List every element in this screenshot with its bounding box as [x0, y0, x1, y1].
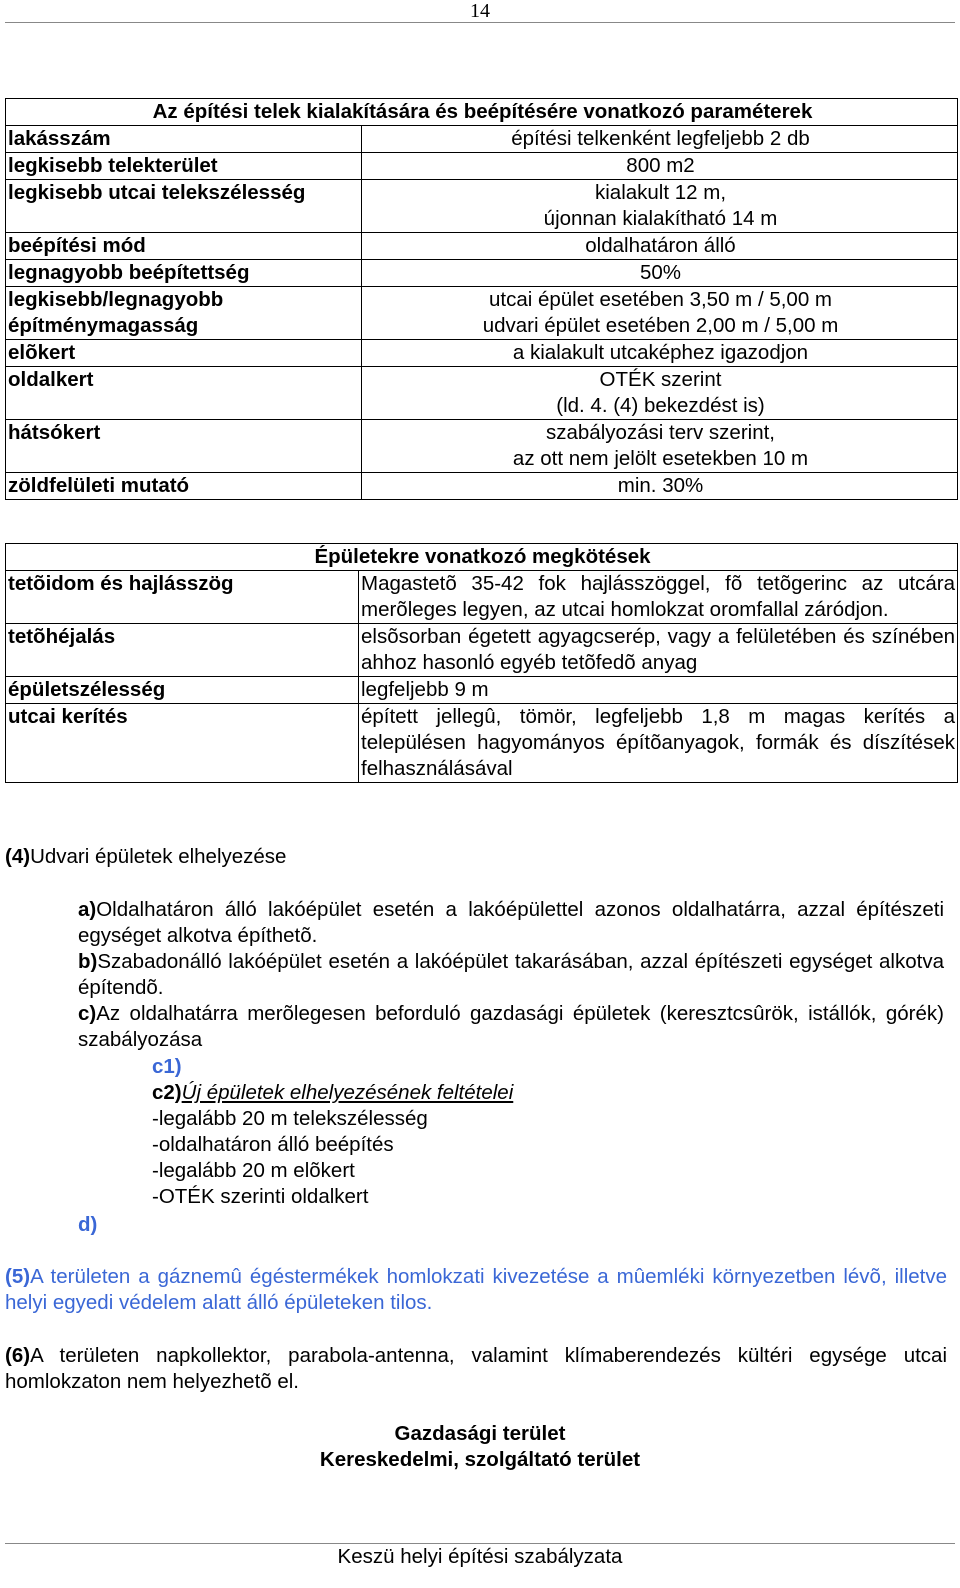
row-value-line: szabályozási terv szerint, — [545, 421, 775, 444]
table-row — [6, 260, 958, 287]
page-number: 14 — [470, 0, 490, 22]
table-row — [6, 367, 958, 420]
item-mark: c2) — [152, 1081, 182, 1104]
row-value: Magastetõ 35-42 fok hajlásszöggel, fõ tetõgerinc az utcára merõleges legyen, az utcai homlokzat oromfallal záródjon. — [359, 571, 958, 624]
section-number: (4) — [5, 845, 31, 868]
row-label-line: építménymagasság — [8, 314, 199, 337]
row-label: tetõidom és hajlásszög — [6, 571, 359, 624]
condition-item: -oldalhatáron álló beépítés — [152, 1133, 394, 1156]
row-label: legkisebb telekterület — [6, 153, 362, 180]
row-value: építési telkenként legfeljebb 2 db — [362, 126, 958, 153]
row-label: elõkert — [6, 340, 362, 367]
item-c1: c1) — [152, 1055, 182, 1078]
item-d: d) — [78, 1213, 98, 1236]
condition-item: -legalább 20 m elõkert — [152, 1159, 355, 1182]
item-mark: c) — [78, 1002, 97, 1025]
section-5 — [5, 1264, 947, 1316]
row-label: utcai kerítés — [6, 704, 359, 783]
row-label: legnagyobb beépítettség — [6, 260, 362, 287]
row-label: tetõhéjalás — [6, 624, 359, 677]
table-row — [6, 180, 958, 233]
paragraph-a — [78, 897, 944, 949]
row-value — [362, 367, 958, 420]
row-label: oldalkert — [6, 367, 362, 420]
parameters-table — [5, 98, 958, 500]
row-value: 50% — [362, 260, 958, 287]
row-label: lakásszám — [6, 126, 362, 153]
row-value: elsõsorban égetett agyagcserép, vagy a felületében és színében ahhoz hasonló egyéb tetõfedõ anyag — [359, 624, 958, 677]
item-text: Szabadonálló lakóépület esetén a lakóépület takarásában, azzal építészeti egységet alkotva építendõ. — [78, 950, 944, 999]
condition-item: -OTÉK szerinti oldalkert — [152, 1185, 369, 1208]
table-row — [6, 704, 958, 783]
row-value — [362, 287, 958, 340]
condition-item: -legalább 20 m telekszélesség — [152, 1107, 428, 1130]
row-value: min. 30% — [362, 473, 958, 500]
row-value: épített jellegû, tömör, legfeljebb 1,8 m magas kerítés a településen hagyományos építõanyagok, formák és díszítések felhasználásával — [359, 704, 958, 783]
row-value: legfeljebb 9 m — [359, 677, 958, 704]
row-value-line: az ott nem jelölt esetekben 10 m — [512, 447, 809, 470]
section-text: A területen napkollektor, parabola-antenna, valamint klímaberendezés kültéri egysége utcai homlokzaton nem helyezhetõ el. — [5, 1344, 947, 1393]
table-header-row — [6, 544, 958, 571]
table-row — [6, 624, 958, 677]
section-text: A területen a gáznemû égéstermékek homlokzati kivezetése a mûemléki környezetben lévõ, illetve helyi egyedi védelem alatt álló épületeken tilos. — [5, 1265, 947, 1314]
heading-economic-area: Gazdasági terület — [394, 1422, 566, 1445]
section-6 — [5, 1343, 947, 1395]
row-value-line: OTÉK szerint — [599, 368, 722, 391]
item-mark: b) — [78, 950, 98, 973]
item-mark: a) — [78, 898, 97, 921]
row-value — [362, 420, 958, 473]
header-rule — [5, 22, 955, 23]
parameters-table-title: Az építési telek kialakítására és beépítésére vonatkozó paraméterek — [6, 99, 958, 126]
row-label: legkisebb utcai telekszélesség — [6, 180, 362, 233]
row-label: zöldfelületi mutató — [6, 473, 362, 500]
row-label: hátsókert — [6, 420, 362, 473]
item-text: Az oldalhatárra merõlegesen beforduló gazdasági épületek (keresztcsûrök, istállók, górék) szabályozása — [78, 1002, 944, 1051]
row-value: a kialakult utcaképhez igazodjon — [362, 340, 958, 367]
row-value-line: utcai épület esetében 3,50 m / 5,00 m — [488, 288, 833, 311]
heading-commercial-area: Kereskedelmi, szolgáltató terület — [319, 1448, 641, 1471]
building-constraints-title: Épületekre vonatkozó megkötések — [6, 544, 958, 571]
table-row — [6, 287, 958, 340]
table-row — [6, 473, 958, 500]
table-row — [6, 420, 958, 473]
paragraph-c — [78, 1001, 944, 1053]
row-label-line: legkisebb/legnagyobb — [8, 288, 224, 311]
row-value: 800 m2 — [362, 153, 958, 180]
table-header-row — [6, 99, 958, 126]
row-value-line: (ld. 4. (4) bekezdést is) — [556, 394, 765, 417]
item-text: Új épületek elhelyezésének feltételei — [181, 1081, 514, 1104]
row-label: épületszélesség — [6, 677, 359, 704]
section-title: Udvari épületek elhelyezése — [30, 845, 287, 868]
row-label — [6, 287, 362, 340]
building-constraints-table — [5, 543, 958, 783]
table-row — [6, 340, 958, 367]
table-row — [6, 677, 958, 704]
page-footer: Keszü helyi építési szabályzata — [337, 1545, 623, 1568]
section-4-heading — [5, 844, 947, 870]
paragraph-b — [78, 949, 944, 1001]
row-value — [362, 180, 958, 233]
table-row — [6, 233, 958, 260]
table-row — [6, 153, 958, 180]
row-value-line: udvari épület esetében 2,00 m / 5,00 m — [482, 314, 839, 337]
row-value: oldalhatáron álló — [362, 233, 958, 260]
item-c2 — [152, 1080, 513, 1106]
row-value-line: kialakult 12 m, — [594, 181, 727, 204]
table-row — [6, 571, 958, 624]
row-label: beépítési mód — [6, 233, 362, 260]
table-row — [6, 126, 958, 153]
section-number: (6) — [5, 1344, 31, 1367]
section-number: (5) — [5, 1265, 31, 1288]
item-text: Oldalhatáron álló lakóépület esetén a lakóépülettel azonos oldalhatárra, azzal építészeti egységet alkotva építhetõ. — [78, 898, 944, 947]
row-value-line: újonnan kialakítható 14 m — [543, 207, 778, 230]
